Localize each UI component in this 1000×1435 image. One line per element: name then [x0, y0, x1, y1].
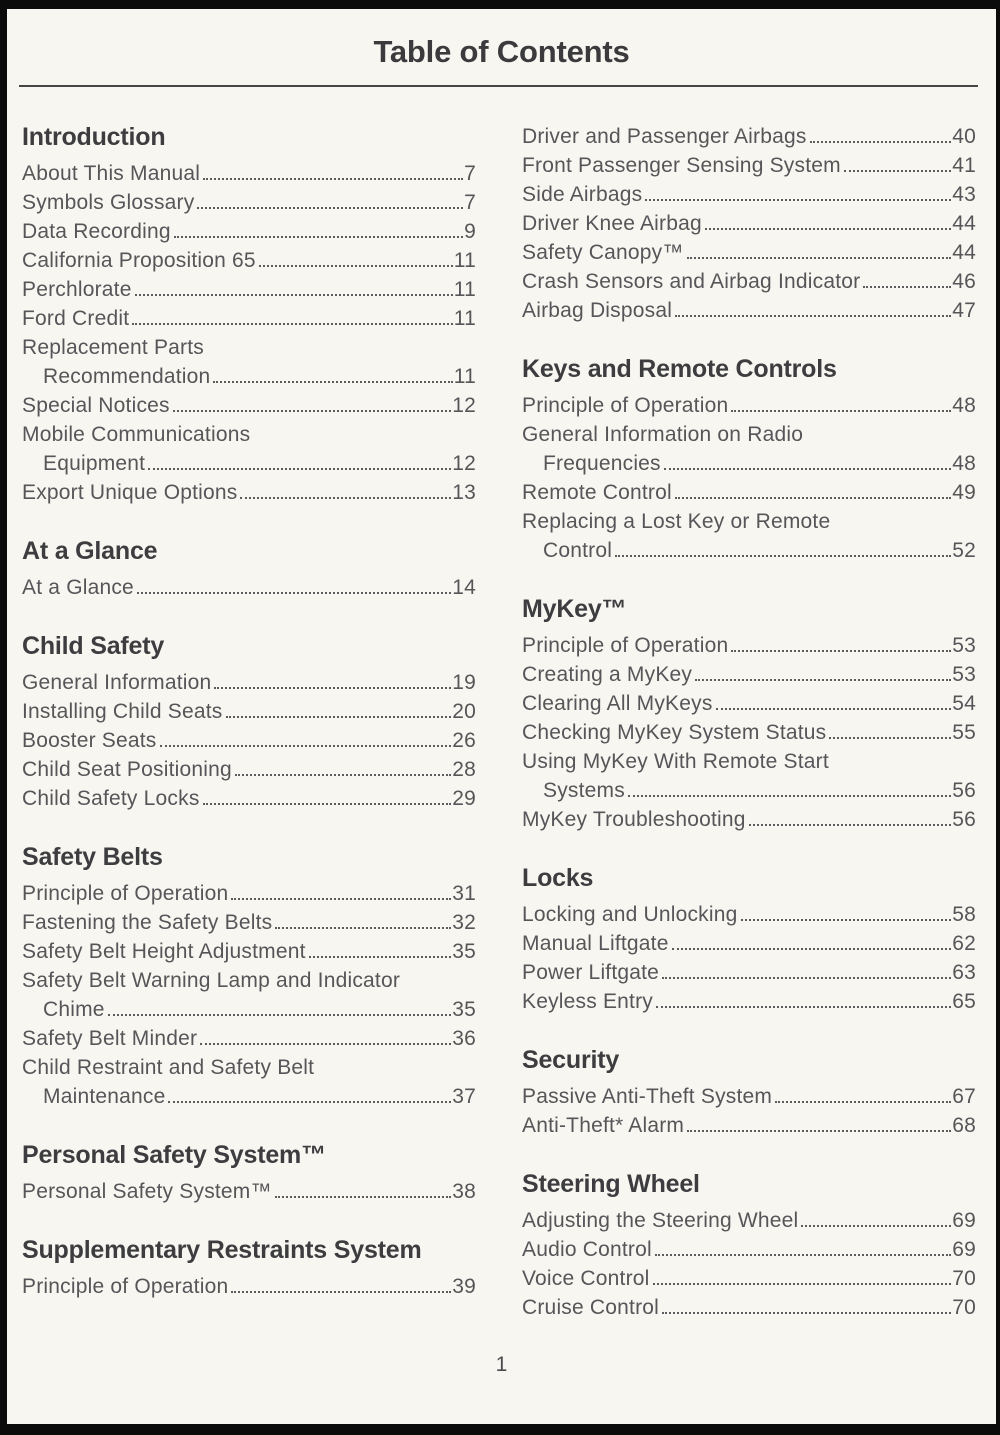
leader-dots: [741, 919, 952, 921]
toc-entry: [522, 391, 976, 420]
toc-entry-line: [22, 478, 476, 507]
toc-entry: [522, 747, 976, 805]
toc-entry-label: Fastening the Safety Belts: [22, 911, 273, 934]
toc-entry-page-number: 31: [452, 882, 476, 905]
toc-entry-label: Anti-Theft* Alarm: [522, 1114, 685, 1137]
leader-dots: [655, 1254, 951, 1256]
toc-entry: [22, 1177, 476, 1206]
toc-entry-page-number: 38: [452, 1180, 476, 1203]
toc-entry: [22, 246, 476, 275]
toc-entry-label: Cruise Control: [522, 1296, 660, 1319]
toc-entry: [522, 1264, 976, 1293]
leader-dots: [213, 381, 452, 383]
leader-dots: [687, 1130, 951, 1132]
section-heading: Personal Safety System™: [22, 1141, 326, 1169]
toc-entry-label: Chime: [43, 998, 105, 1021]
leader-dots: [203, 178, 463, 180]
toc-entry-line: [522, 900, 976, 929]
toc-section: [22, 536, 476, 602]
section-heading: Steering Wheel: [522, 1170, 700, 1198]
leader-dots: [716, 708, 952, 710]
toc-entry: [22, 333, 476, 391]
toc-entry-label: Child Safety Locks: [22, 787, 200, 810]
toc-entry-line: [522, 449, 976, 478]
toc-entry-line: [522, 1264, 976, 1293]
toc-entry-line: [522, 1082, 976, 1111]
toc-columns: [7, 87, 996, 1351]
leader-dots: [174, 236, 463, 238]
toc-entry: [22, 697, 476, 726]
toc-entry: [522, 958, 976, 987]
toc-entry-page-number: 44: [952, 241, 976, 264]
page-number: 1: [495, 1353, 508, 1376]
toc-entry-line: [22, 755, 476, 784]
toc-entry: [22, 937, 476, 966]
toc-entry-label: About This Manual: [22, 162, 201, 185]
toc-entry: [522, 296, 976, 325]
toc-entry-label: Special Notices: [22, 394, 170, 417]
toc-entry-label: Driver Knee Airbag: [522, 212, 702, 235]
leader-dots: [275, 1196, 452, 1198]
toc-entry-page-number: 39: [452, 1275, 476, 1298]
toc-entry-label: Remote Control: [522, 481, 672, 504]
leader-dots: [653, 1283, 952, 1285]
toc-entry-label: Airbag Disposal: [522, 299, 673, 322]
toc-entry-page-number: 70: [952, 1296, 976, 1319]
leader-dots: [687, 257, 952, 259]
leader-dots: [226, 716, 452, 718]
toc-entry-page-number: 43: [952, 183, 976, 206]
toc-entry-page-number: 11: [453, 249, 476, 272]
toc-entry-label: Manual Liftgate: [522, 932, 669, 955]
toc-entry-line: [522, 122, 976, 151]
toc-entry-label: Crash Sensors and Airbag Indicator: [522, 270, 861, 293]
toc-entry-line: [522, 689, 976, 718]
toc-entry-page-number: 53: [952, 663, 976, 686]
leader-dots: [231, 1291, 451, 1293]
leader-dots: [203, 803, 452, 805]
toc-entry-label: General Information: [22, 671, 212, 694]
toc-entry-line: [22, 362, 476, 391]
toc-entry: [522, 689, 976, 718]
leader-dots: [275, 927, 451, 929]
toc-entry-page-number: 13: [452, 481, 476, 504]
toc-entry-line: [522, 776, 976, 805]
toc-entry-label: Creating a MyKey: [522, 663, 693, 686]
toc-entry: [22, 784, 476, 813]
toc-entry-label: California Proposition 65: [22, 249, 256, 272]
leader-dots: [705, 228, 951, 230]
leader-dots: [168, 1101, 451, 1103]
toc-entry-page-number: 69: [952, 1238, 976, 1261]
toc-entry: [22, 420, 476, 478]
toc-entry-label-first-line: Child Restraint and Safety Belt: [22, 1056, 315, 1079]
toc-section: [522, 1045, 976, 1140]
toc-entry-page-number: 56: [952, 779, 976, 802]
toc-entry-label: Symbols Glossary: [22, 191, 195, 214]
toc-entry-line: [522, 267, 976, 296]
toc-section: [522, 122, 976, 325]
leader-dots: [863, 286, 951, 288]
leader-dots: [615, 555, 951, 557]
toc-entry-page-number: 67: [952, 1085, 976, 1108]
toc-entry: [522, 929, 976, 958]
toc-entry-page-number: 12: [452, 394, 476, 417]
toc-entry-page-number: 19: [452, 671, 476, 694]
leader-dots: [214, 687, 451, 689]
toc-entry-label: Voice Control: [522, 1267, 650, 1290]
toc-entry-label: Clearing All MyKeys: [522, 692, 713, 715]
leader-dots: [173, 410, 452, 412]
toc-entry-label: Export Unique Options: [22, 481, 238, 504]
toc-entry: [522, 180, 976, 209]
toc-entry-line: [22, 697, 476, 726]
toc-entry-line: [22, 879, 476, 908]
toc-entry-line: [22, 668, 476, 697]
toc-entry-line: [522, 660, 976, 689]
toc-entry-label: At a Glance: [22, 576, 134, 599]
toc-entry-line: [22, 246, 476, 275]
toc-entry: [22, 966, 476, 1024]
toc-entry-line: [522, 1206, 976, 1235]
toc-entry-line: [522, 238, 976, 267]
toc-entry-page-number: 63: [952, 961, 976, 984]
toc-entry-line: [522, 296, 976, 325]
toc-entry-page-number: 69: [952, 1209, 976, 1232]
toc-entry-line: [522, 718, 976, 747]
toc-entry: [522, 1111, 976, 1140]
toc-entry-page-number: 7: [464, 191, 476, 214]
toc-entry-line: [522, 391, 976, 420]
toc-entry-label: Safety Belt Height Adjustment: [22, 940, 306, 963]
toc-entry-label-first-line: General Information on Radio: [522, 423, 804, 446]
leader-dots: [259, 265, 453, 267]
toc-entry-line: [522, 180, 976, 209]
leader-dots: [810, 141, 952, 143]
toc-entry: [22, 668, 476, 697]
leader-dots: [148, 468, 451, 470]
leader-dots: [628, 795, 951, 797]
leader-dots: [829, 737, 951, 739]
toc-section: [22, 1235, 476, 1301]
toc-entry-page-number: 9: [464, 220, 476, 243]
leader-dots: [137, 592, 451, 594]
toc-entry-page-number: 55: [952, 721, 976, 744]
leader-dots: [197, 207, 463, 209]
leader-dots: [675, 497, 951, 499]
toc-entry: [22, 879, 476, 908]
toc-entry-page-number: 54: [952, 692, 976, 715]
toc-entry-label: Side Airbags: [522, 183, 643, 206]
toc-entry-page-number: 35: [452, 940, 476, 963]
toc-entry-line: [522, 987, 976, 1016]
section-heading: Supplementary Restraints System: [22, 1236, 422, 1264]
toc-entry-page-number: 62: [952, 932, 976, 955]
toc-entry: [522, 267, 976, 296]
toc-entry-label: Locking and Unlocking: [522, 903, 738, 926]
toc-entry: [522, 718, 976, 747]
section-heading: Locks: [522, 864, 594, 892]
section-heading: Child Safety: [22, 632, 165, 660]
toc-entry: [522, 900, 976, 929]
toc-entry: [522, 151, 976, 180]
toc-entry-page-number: 29: [452, 787, 476, 810]
toc-entry: [522, 1235, 976, 1264]
toc-entry-line: [22, 188, 476, 217]
toc-entry-line: [22, 908, 476, 937]
toc-entry-line: [22, 391, 476, 420]
toc-entry-label: Booster Seats: [22, 729, 157, 752]
toc-entry-page-number: 48: [952, 394, 976, 417]
toc-entry: [22, 217, 476, 246]
toc-entry-label: Adjusting the Steering Wheel: [522, 1209, 799, 1232]
toc-entry: [522, 987, 976, 1016]
toc-entry-line: [22, 449, 476, 478]
toc-entry-label: Control: [543, 539, 613, 562]
toc-entry: [522, 631, 976, 660]
toc-entry-page-number: 44: [952, 212, 976, 235]
toc-entry-label: Child Seat Positioning: [22, 758, 232, 781]
leader-dots: [132, 323, 453, 325]
toc-entry-line: [22, 275, 476, 304]
toc-entry: [522, 507, 976, 565]
toc-entry: [522, 420, 976, 478]
toc-entry-line: [22, 784, 476, 813]
toc-entry-line: [22, 1272, 476, 1301]
section-heading: Safety Belts: [22, 843, 163, 871]
toc-entry-page-number: 14: [452, 576, 476, 599]
toc-entry: [22, 1024, 476, 1053]
leader-dots: [731, 410, 951, 412]
leader-dots: [135, 294, 453, 296]
toc-section: [522, 594, 976, 834]
toc-entry-line: [22, 159, 476, 188]
section-heading: At a Glance: [22, 537, 158, 565]
toc-entry: [22, 755, 476, 784]
toc-entry-label: Installing Child Seats: [22, 700, 223, 723]
toc-entry: [22, 726, 476, 755]
leader-dots: [656, 1006, 951, 1008]
toc-entry: [522, 660, 976, 689]
toc-entry-line: [522, 1235, 976, 1264]
toc-entry-label: Data Recording: [22, 220, 171, 243]
toc-entry-label: Principle of Operation: [22, 882, 229, 905]
toc-entry-page-number: 36: [452, 1027, 476, 1050]
leader-dots: [749, 824, 952, 826]
leader-dots: [645, 199, 951, 201]
toc-section: [522, 354, 976, 565]
leader-dots: [309, 956, 452, 958]
toc-entry-label: Equipment: [43, 452, 146, 475]
toc-entry-page-number: 32: [452, 911, 476, 934]
toc-entry-label: Recommendation: [43, 365, 211, 388]
toc-section: [522, 1169, 976, 1322]
toc-entry-page-number: 49: [952, 481, 976, 504]
leader-dots: [672, 948, 952, 950]
section-heading: MyKey™: [522, 595, 627, 623]
toc-entry-page-number: 28: [452, 758, 476, 781]
toc-entry: [22, 304, 476, 333]
toc-entry: [522, 1293, 976, 1322]
toc-entry-line: [522, 151, 976, 180]
toc-section: [522, 863, 976, 1016]
toc-entry-label: Frequencies: [543, 452, 661, 475]
toc-entry-label: Principle of Operation: [522, 394, 729, 417]
toc-entry-line: [522, 478, 976, 507]
toc-entry-line: [22, 1177, 476, 1206]
toc-section: [22, 631, 476, 813]
toc-entry-page-number: 48: [952, 452, 976, 475]
page-title: Table of Contents: [373, 34, 630, 69]
toc-entry: [522, 1082, 976, 1111]
toc-entry: [22, 159, 476, 188]
toc-entry: [22, 188, 476, 217]
toc-entry-label: Front Passenger Sensing System: [522, 154, 841, 177]
toc-entry-label-first-line: Mobile Communications: [22, 423, 251, 446]
toc-entry-page-number: 53: [952, 634, 976, 657]
toc-entry-label: Perchlorate: [22, 278, 132, 301]
toc-entry-line: [22, 304, 476, 333]
toc-entry-line: [522, 1111, 976, 1140]
toc-entry-line: [522, 536, 976, 565]
toc-entry-page-number: 12: [452, 452, 476, 475]
leader-dots: [664, 468, 951, 470]
toc-entry-label: Passive Anti-Theft System: [522, 1085, 773, 1108]
toc-section: [22, 1140, 476, 1206]
toc-entry-label: Personal Safety System™: [22, 1180, 272, 1203]
toc-entry-page-number: 35: [452, 998, 476, 1021]
toc-entry-line: [22, 995, 476, 1024]
toc-entry-page-number: 7: [464, 162, 476, 185]
toc-entry-label: Principle of Operation: [522, 634, 729, 657]
toc-entry-page-number: 56: [952, 808, 976, 831]
toc-entry-label: Ford Credit: [22, 307, 130, 330]
toc-entry-label-first-line: Safety Belt Warning Lamp and Indicator: [22, 969, 401, 992]
toc-entry-page-number: 58: [952, 903, 976, 926]
toc-entry-line: [22, 1024, 476, 1053]
toc-entry: [22, 573, 476, 602]
toc-entry-line: [522, 1293, 976, 1322]
leader-dots: [200, 1043, 451, 1045]
toc-entry-label: Driver and Passenger Airbags: [522, 125, 807, 148]
toc-entry-page-number: 68: [952, 1114, 976, 1137]
toc-entry-page-number: 20: [452, 700, 476, 723]
toc-entry: [22, 478, 476, 507]
toc-entry-label-first-line: Using MyKey With Remote Start: [522, 750, 829, 773]
toc-entry-line: [22, 726, 476, 755]
leader-dots: [108, 1014, 452, 1016]
toc-entry-page-number: 40: [952, 125, 976, 148]
toc-entry-page-number: 11: [453, 278, 476, 301]
toc-column-left: [22, 122, 476, 1351]
toc-entry-line: [522, 958, 976, 987]
toc-section: [22, 122, 476, 507]
toc-entry-page-number: 65: [952, 990, 976, 1013]
toc-entry-line: [522, 209, 976, 238]
toc-entry-line: [22, 937, 476, 966]
toc-entry: [22, 908, 476, 937]
toc-entry-page-number: 70: [952, 1267, 976, 1290]
toc-entry: [522, 805, 976, 834]
leader-dots: [662, 977, 951, 979]
toc-entry: [22, 391, 476, 420]
toc-entry-page-number: 52: [952, 539, 976, 562]
section-heading: Keys and Remote Controls: [522, 355, 837, 383]
leader-dots: [844, 170, 951, 172]
toc-entry-line: [522, 929, 976, 958]
leader-dots: [160, 745, 452, 747]
toc-entry-page-number: 11: [453, 365, 476, 388]
toc-entry-label: Checking MyKey System Status: [522, 721, 827, 744]
leader-dots: [775, 1101, 951, 1103]
toc-entry-label: Power Liftgate: [522, 961, 660, 984]
toc-entry-line: [22, 217, 476, 246]
section-heading: Introduction: [22, 123, 166, 151]
toc-entry-page-number: 37: [452, 1085, 476, 1108]
toc-entry-line: [522, 631, 976, 660]
toc-entry-line: [22, 1082, 476, 1111]
toc-entry-page-number: 41: [952, 154, 976, 177]
toc-entry: [22, 1272, 476, 1301]
toc-entry: [522, 478, 976, 507]
toc-entry-page-number: 47: [952, 299, 976, 322]
page-header: [7, 34, 996, 87]
leader-dots: [662, 1312, 951, 1314]
toc-column-right: [522, 122, 976, 1351]
toc-entry-label: Maintenance: [43, 1085, 166, 1108]
leader-dots: [801, 1225, 951, 1227]
toc-entry-label: MyKey Troubleshooting: [522, 808, 746, 831]
toc-entry: [522, 1206, 976, 1235]
toc-entry-page-number: 26: [452, 729, 476, 752]
leader-dots: [240, 497, 451, 499]
toc-entry-label: Principle of Operation: [22, 1275, 229, 1298]
toc-entry-label-first-line: Replacing a Lost Key or Remote: [522, 510, 831, 533]
toc-entry-label: Systems: [543, 779, 625, 802]
toc-entry-label: Safety Canopy™: [522, 241, 684, 264]
toc-entry: [22, 275, 476, 304]
toc-entry-page-number: 11: [453, 307, 476, 330]
toc-entry: [522, 122, 976, 151]
toc-section: [22, 842, 476, 1111]
leader-dots: [695, 679, 951, 681]
leader-dots: [675, 315, 951, 317]
toc-entry-label: Keyless Entry: [522, 990, 653, 1013]
toc-entry-page-number: 46: [952, 270, 976, 293]
leader-dots: [235, 774, 451, 776]
toc-entry: [522, 238, 976, 267]
toc-entry: [22, 1053, 476, 1111]
toc-entry: [522, 209, 976, 238]
leader-dots: [231, 898, 451, 900]
toc-entry-label: Audio Control: [522, 1238, 652, 1261]
leader-dots: [731, 650, 951, 652]
section-heading: Security: [522, 1046, 620, 1074]
toc-entry-label: Safety Belt Minder: [22, 1027, 198, 1050]
toc-entry-label-first-line: Replacement Parts: [22, 336, 204, 359]
toc-entry-line: [22, 573, 476, 602]
toc-entry-line: [522, 805, 976, 834]
